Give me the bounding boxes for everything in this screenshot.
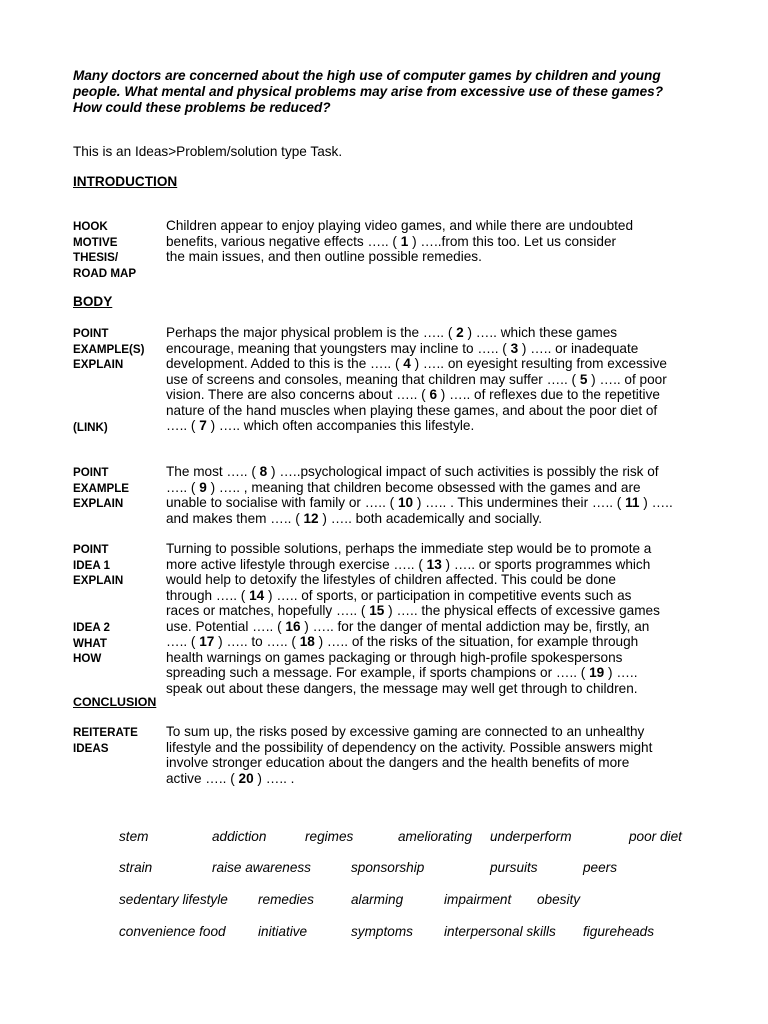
label-thesis: THESIS/ bbox=[73, 251, 119, 264]
word-bank-item: strain bbox=[119, 860, 153, 875]
question-line: Many doctors are concerned about the high use of computer games by children and young bbox=[73, 68, 661, 83]
label-point: POINT bbox=[73, 543, 109, 556]
paragraph-line: lifestyle and the possibility of dependency on the activity. Possible answers might bbox=[166, 739, 653, 755]
gap-number: 9 bbox=[199, 479, 207, 495]
word-bank-item: raise awareness bbox=[212, 860, 311, 875]
paragraph-line: more active lifestyle through exercise ….. ( 13 ) ….. or sports programmes which bbox=[166, 556, 651, 572]
paragraph-line: through ….. ( 14 ) ….. of sports, or participation in competitive events such as bbox=[166, 587, 632, 603]
word-bank-item: sedentary lifestyle bbox=[119, 892, 228, 907]
body-paragraph-2 bbox=[166, 464, 706, 526]
paragraph-line: would help to detoxify the lifestyles of children affected. This could be done bbox=[166, 572, 616, 587]
body-paragraph-1 bbox=[166, 325, 706, 434]
paragraph-line: To sum up, the risks posed by excessive gaming are connected to an unhealthy bbox=[166, 724, 645, 739]
word-bank-item: poor diet bbox=[629, 829, 682, 844]
gap-number: 19 bbox=[589, 665, 605, 680]
label-road-map: ROAD MAP bbox=[73, 266, 137, 280]
word-bank-item: impairment bbox=[444, 892, 512, 907]
introduction-heading: INTRODUCTION bbox=[73, 174, 178, 189]
word-bank-item: pursuits bbox=[490, 860, 538, 875]
paragraph-line: nature of the hand muscles when playing these games, and about the poor diet of bbox=[166, 402, 658, 418]
label-reiterate: REITERATE bbox=[73, 726, 138, 739]
paragraph-line: speak out about these dangers, the message may well get through to children. bbox=[166, 680, 638, 696]
label-what: WHAT bbox=[73, 636, 107, 650]
label-idea-1: IDEA 1 bbox=[73, 558, 110, 572]
word-bank-item: convenience food bbox=[119, 924, 226, 939]
label-idea-2: IDEA 2 bbox=[73, 621, 110, 634]
paragraph-line: unable to socialise with family or ….. ( 10 ) ….. . This undermines their ….. ( 11 ) ….. bbox=[166, 495, 673, 510]
paragraph-line: Turning to possible solutions, perhaps the immediate step would be to promote a bbox=[166, 541, 652, 556]
word-bank-item: peers bbox=[583, 860, 618, 875]
word-bank-item: symptoms bbox=[351, 924, 413, 939]
conclusion-heading: CONCLUSION bbox=[73, 695, 157, 709]
word-bank-item: initiative bbox=[258, 924, 308, 939]
paragraph-line: The most ….. ( 8 ) …..psychological impact of such activities is possibly the risk of bbox=[166, 464, 659, 479]
task-type: This is an Ideas>Problem/solution type Task. bbox=[73, 144, 343, 159]
gap-number: 5 bbox=[579, 371, 588, 387]
paragraph-line: use of screens and consoles, meaning that children may suffer ….. ( 5 ) ….. of poor bbox=[166, 371, 667, 387]
paragraph-line: health warnings on games packaging or through high-profile spokespersons bbox=[166, 649, 623, 665]
label-hook: HOOK bbox=[73, 220, 108, 233]
gap-number: 3 bbox=[510, 340, 519, 356]
word-bank-item: obesity bbox=[537, 892, 581, 907]
paragraph-line: encourage, meaning that youngsters may incline to ….. ( 3 ) ….. or inadequate bbox=[166, 340, 639, 356]
paragraph-line: use. Potential ….. ( 16 ) ….. for the danger of mental addiction may be, firstly, an bbox=[166, 618, 650, 634]
gap-number: 17 bbox=[199, 634, 215, 649]
paragraph-line: Perhaps the major physical problem is the ….. ( 2 ) ….. which these games bbox=[166, 325, 618, 340]
gap-number: 7 bbox=[199, 418, 207, 433]
label-how: HOW bbox=[73, 652, 102, 665]
question-line: people. What mental and physical problems may arise from excessive use of these games? bbox=[73, 84, 664, 99]
gap-number: 16 bbox=[285, 618, 301, 634]
label-point: POINT bbox=[73, 466, 109, 479]
word-bank-item: addiction bbox=[212, 829, 267, 844]
word-bank-item: remedies bbox=[258, 892, 314, 907]
label-example: EXAMPLE bbox=[73, 481, 130, 495]
paragraph-line: ….. ( 17 ) ….. to ….. ( 18 ) ….. of the risks of the situation, for example through bbox=[166, 634, 639, 649]
word-bank-item: sponsorship bbox=[351, 860, 425, 875]
conclusion-paragraph bbox=[166, 724, 706, 786]
paragraph-line: Children appear to enjoy playing video games, and while there are undoubted bbox=[166, 218, 634, 233]
gap-number: 20 bbox=[238, 770, 254, 786]
paragraph-line: active ….. ( 20 ) ….. . bbox=[166, 770, 295, 786]
gap-number: 8 bbox=[259, 464, 268, 479]
paragraph-line: and makes them ….. ( 12 ) ….. both academically and socially. bbox=[166, 510, 543, 526]
word-bank-item: underperform bbox=[490, 829, 572, 844]
introduction-paragraph bbox=[166, 218, 706, 265]
question-line: How could these problems be reduced? bbox=[73, 100, 331, 115]
paragraph-line: benefits, various negative effects ….. ( 1 ) …..from this too. Let us consider bbox=[166, 233, 617, 249]
gap-number: 13 bbox=[426, 556, 442, 572]
gap-number: 10 bbox=[397, 495, 414, 510]
label-ideas: IDEAS bbox=[73, 741, 109, 755]
gap-number: 14 bbox=[249, 587, 265, 603]
body-paragraph-3 bbox=[166, 541, 706, 696]
gap-number: 2 bbox=[456, 325, 464, 340]
gap-number: 4 bbox=[403, 356, 411, 371]
paragraph-line: races or matches, hopefully ….. ( 15 ) ….. the physical effects of excessive games bbox=[166, 603, 660, 618]
label-explain: EXPLAIN bbox=[73, 358, 124, 371]
paragraph-line: spreading such a message. For example, if sports champions or ….. ( 19 ) ….. bbox=[166, 665, 638, 680]
label-point: POINT bbox=[73, 327, 109, 340]
gap-number: 18 bbox=[299, 634, 315, 649]
word-bank-item: stem bbox=[119, 829, 149, 844]
word-bank-item: interpersonal skills bbox=[444, 924, 556, 939]
paragraph-line: ….. ( 7 ) ….. which often accompanies this lifestyle. bbox=[166, 418, 475, 433]
label-link: (LINK) bbox=[73, 421, 108, 434]
word-bank-item: figureheads bbox=[583, 924, 655, 939]
gap-number: 1 bbox=[400, 233, 409, 249]
word-bank-item: alarming bbox=[351, 892, 404, 907]
word-bank-item: regimes bbox=[305, 829, 354, 844]
gap-number: 12 bbox=[303, 510, 319, 526]
label-explain: EXPLAIN bbox=[73, 497, 124, 510]
paragraph-line: development. Added to this is the ….. ( 4 ) ….. on eyesight resulting from excessive bbox=[166, 356, 667, 371]
essay-question bbox=[73, 68, 713, 116]
label-motive: MOTIVE bbox=[73, 235, 118, 249]
body-heading: BODY bbox=[73, 294, 113, 309]
paragraph-line: vision. There are also concerns about ….. ( 6 ) ….. of reflexes due to the repetitive bbox=[166, 387, 660, 402]
paragraph-line: involve stronger education about the dangers and the health benefits of more bbox=[166, 755, 630, 770]
gap-number: 11 bbox=[625, 495, 640, 510]
paragraph-line: the main issues, and then outline possible remedies. bbox=[166, 249, 482, 264]
gap-number: 6 bbox=[429, 387, 438, 402]
word-bank-item: ameliorating bbox=[398, 829, 473, 844]
label-explain: EXPLAIN bbox=[73, 574, 124, 587]
label-examples: EXAMPLE(S) bbox=[73, 342, 145, 356]
paragraph-line: ….. ( 9 ) ….. , meaning that children become obsessed with the games and are bbox=[166, 479, 641, 495]
gap-number: 15 bbox=[369, 603, 385, 618]
